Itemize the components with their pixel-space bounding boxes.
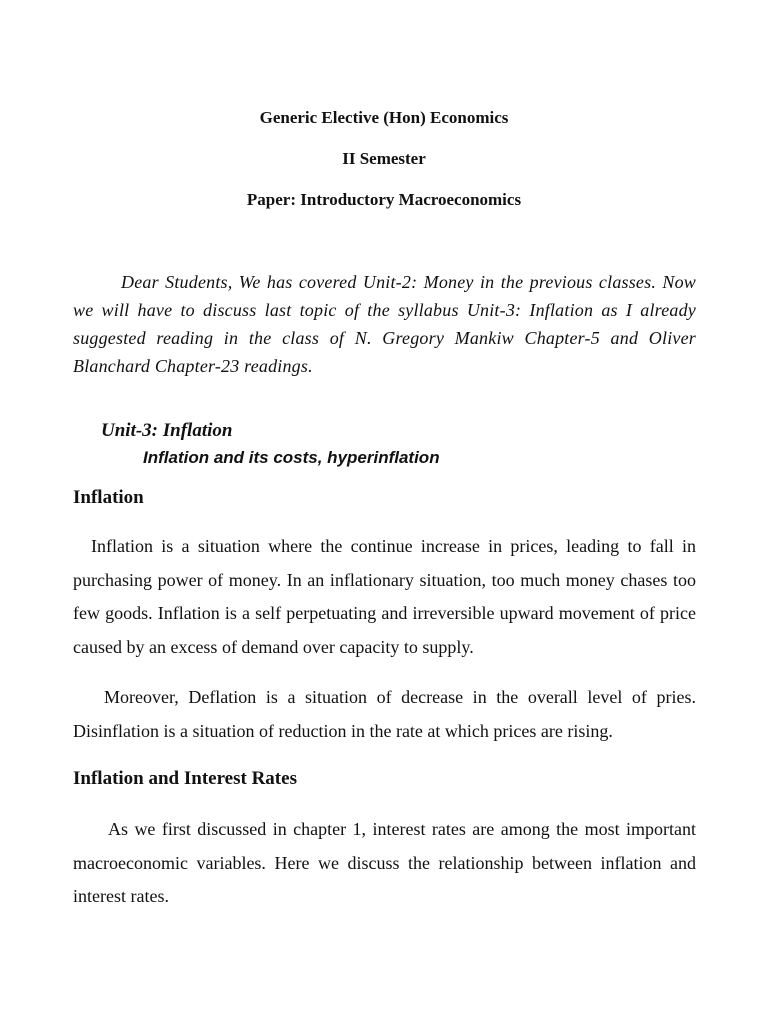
inflation-paragraph-1: Inflation is a situation where the continue increase in prices, leading to fall in purchasing power of money. In an inflationary situation, too much money chases too few goods. Inflation is a self perpetuating and irreversible upward movement of price caused by an excess of demand over capacity to supply.: [73, 536, 696, 657]
semester-label: II Semester: [342, 149, 426, 168]
interest-rates-paragraph: As we first discussed in chapter 1, interest rates are among the most important macroeconomic variables. Here we discuss the relationship between inflation and interest rates.: [73, 819, 696, 906]
course-title: Generic Elective (Hon) Economics: [259, 108, 509, 127]
unit-subtitle: Inflation and its costs, hyperinflation: [143, 448, 440, 467]
unit-title: Unit-3: Inflation: [101, 420, 233, 441]
paper-title: Paper: Introductory Macroeconomics: [246, 190, 522, 209]
section-heading-interest-rates: Inflation and Interest Rates: [73, 768, 297, 789]
inflation-paragraph-2: Moreover, Deflation is a situation of decrease in the overall level of pries. Disinflation is a situation of reduction in the rate at which prices are rising.: [73, 687, 696, 741]
section-heading-inflation: Inflation: [73, 487, 144, 508]
intro-paragraph: Dear Students, We has covered Unit-2: Money in the previous classes. Now we will have to discuss last topic of the syllabus Unit-3: Inflation as I already suggested reading in the class of N. Gregory Mankiw Chapter-5 and Oliver Blanchard Chapter-23 readings.: [73, 272, 696, 376]
